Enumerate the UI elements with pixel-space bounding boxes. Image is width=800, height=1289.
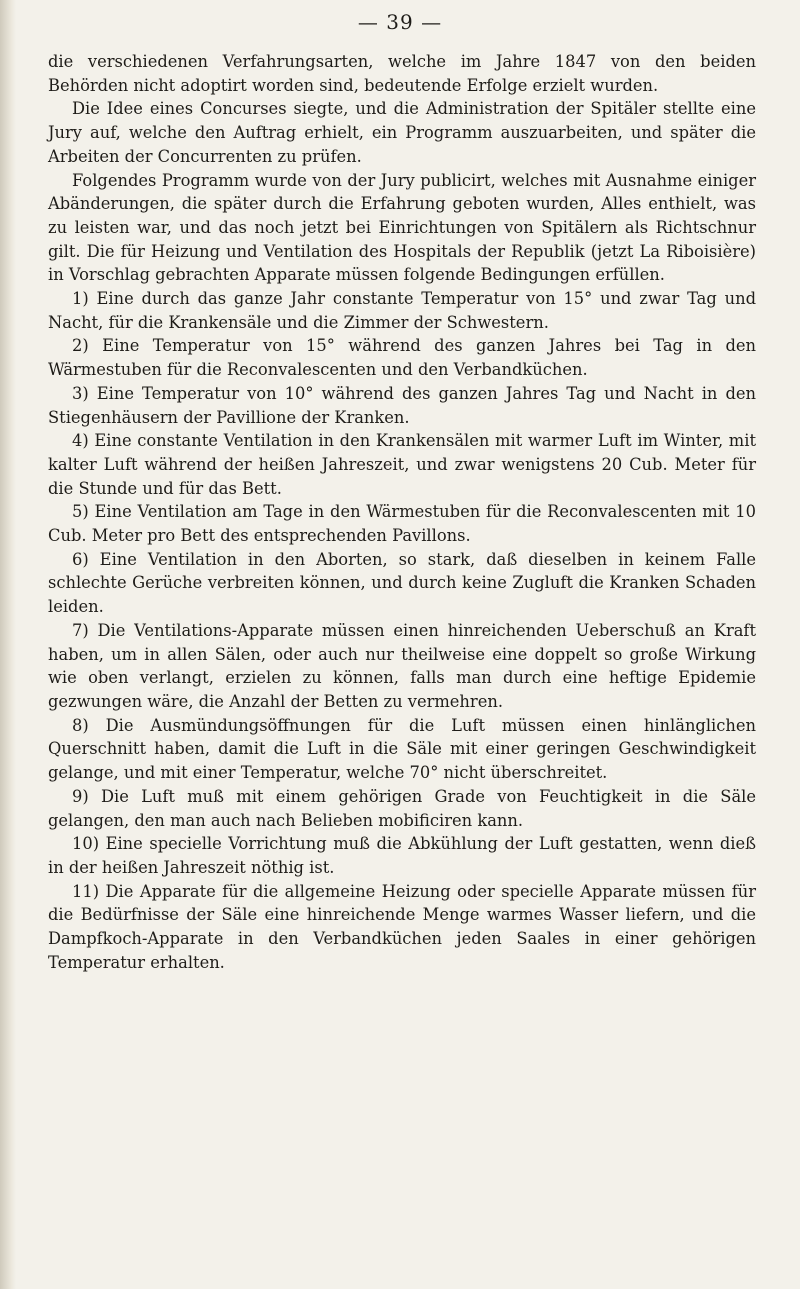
requirement-item-8: 8) Die Ausmündungsöffnungen für die Luft müssen einen hinlänglichen Querschnitt haben, damit die Luft in die Säle mit einer geringen Geschwindigkeit gelange, und mit einer Temperatur, welche 70° nicht überschreitet.	[48, 715, 756, 783]
requirement-item-9: 9) Die Luft muß mit einem gehörigen Grade von Feuchtigkeit in die Säle gelangen, den man auch nach Belieben mobificiren kann.	[48, 786, 756, 830]
paragraph-programm: Folgendes Programm wurde von der Jury publicirt, welches mit Ausnahme einiger Abänderungen, die später durch die Erfahrung geboten wurden, Alles enthielt, was zu leisten war, und das noch jetzt bei Einrichtungen von Spitälern als Richtschnur gilt. Die für Heizung und Ventilation des Hospitals der Republik (jetzt La Riboisière) in Vorschlag gebrachten Apparate müssen folgende Bedingungen erfüllen.	[48, 170, 756, 285]
requirement-item-5: 5) Eine Ventilation am Tage in den Wärmestuben für die Reconvalescenten mit 10 Cub. Meter pro Bett des entsprechenden Pavillons.	[48, 502, 756, 546]
requirement-item-7: 7) Die Ventilations-Apparate müssen einen hinreichenden Ueberschuß an Kraft haben, um in allen Sälen, oder auch nur theilweise eine doppelt so große Wirkung wie oben verlangt, erzielen zu können, falls man durch eine heftige Epidemie gezwungen wäre, die Anzahl der Betten zu vermehren.	[48, 620, 756, 711]
requirement-item-11: 11) Die Apparate für die allgemeine Heizung oder specielle Apparate müssen für die Bedürfnisse der Säle eine hinreichende Menge warmes Wasser liefern, und die Dampfkoch-Apparate in den Verbandküchen jeden Saales in einer gehörigen Temperatur erhalten.	[48, 881, 756, 972]
binding-shadow	[0, 0, 16, 1289]
intro-paragraph: die verschiedenen Verfahrungsarten, welche im Jahre 1847 von den beiden Behörden nicht adoptirt worden sind, bedeutende Erfolge erzielt wurden.	[48, 52, 756, 95]
paragraph-concours: Die Idee eines Concurses siegte, und die Administration der Spitäler stellte eine Jury auf, welche den Auftrag erhielt, ein Programm auszuarbeiten, und später die Arbeiten der Concurrenten zu prüfen.	[48, 99, 756, 166]
requirement-item-4: 4) Eine constante Ventilation in den Krankensälen mit warmer Luft im Winter, mit kalter Luft während der heißen Jahreszeit, und zwar wenigstens 20 Cub. Meter für die Stunde und für das Bett.	[48, 431, 756, 498]
page-number: — 39 —	[357, 10, 443, 34]
requirement-item-6: 6) Eine Ventilation in den Aborten, so stark, daß dieselben in keinem Falle schlechte Gerüche verbreiten können, und durch keine Zugluft die Kranken Schaden leiden.	[48, 549, 756, 617]
requirement-item-2: 2) Eine Temperatur von 15° während des ganzen Jahres bei Tag in den Wärmestuben für die Reconvalescenten und den Verbandküchen.	[48, 336, 756, 380]
requirement-item-10: 10) Eine specielle Vorrichtung muß die Abkühlung der Luft gestatten, wenn dieß in der heißen Jahreszeit nöthig ist.	[48, 834, 756, 877]
requirement-item-3: 3) Eine Temperatur von 10° während des ganzen Jahres Tag und Nacht in den Stiegenhäusern der Pavillione der Kranken.	[48, 383, 756, 427]
requirement-item-1: 1) Eine durch das ganze Jahr constante Temperatur von 15° und zwar Tag und Nacht, für die Krankensäle und die Zimmer der Schwestern.	[48, 289, 756, 332]
page-body	[48, 50, 756, 974]
